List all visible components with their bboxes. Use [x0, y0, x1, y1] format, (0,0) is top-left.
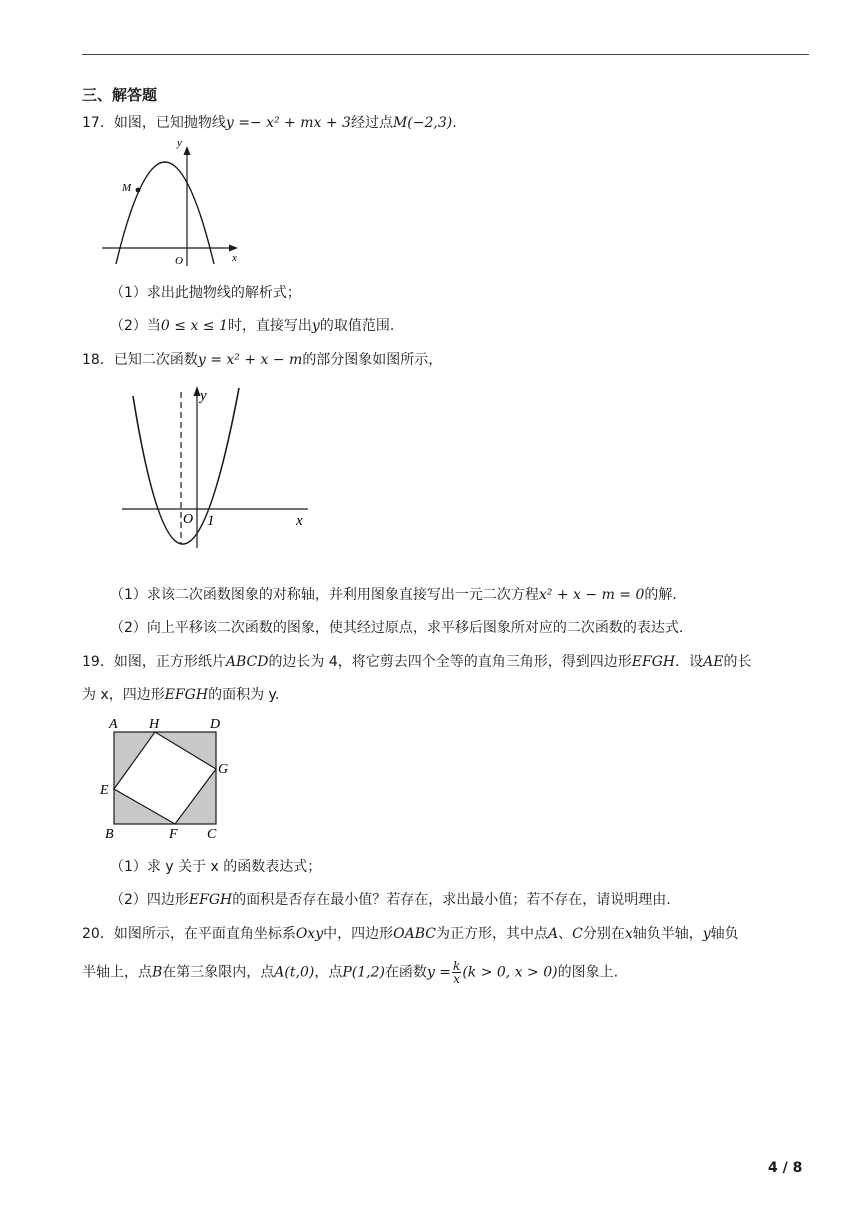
q17-fig-origin-label: O — [175, 255, 183, 267]
q19-ae: AE — [703, 654, 724, 670]
q18-fig-origin-label: O — [183, 512, 194, 527]
q20-line1-text-f: 轴负半轴， — [632, 926, 703, 942]
q19-fig-label-b: B — [105, 827, 114, 842]
q19-sub2-efgh: EFGH — [188, 892, 233, 908]
q18-sub1-text-a: （1）求该二次函数图象的对称轴，并利用图象直接写出一元二次方程 — [110, 587, 539, 603]
q17-stem-text-b: 经过点 — [350, 115, 393, 131]
q18-fig-one-label: 1 — [207, 513, 215, 529]
q19-line2-text-b: 的面积为 y. — [208, 687, 280, 703]
q20-x: x — [624, 926, 633, 942]
q19-line2-efgh: EFGH — [164, 687, 209, 703]
q20-line1-text-g: 轴负 — [710, 926, 739, 942]
q20-line2 — [82, 960, 618, 985]
q18-parabola-figure — [118, 382, 318, 552]
q19-sub2-text-a: （2）四边形 — [110, 892, 189, 908]
q19-square-figure — [98, 714, 238, 844]
q18-stem-text-b: 的部分图象如图所示， — [302, 352, 443, 368]
q17-y-arrow — [184, 146, 191, 155]
q20-condition: (k > 0, x > 0) — [462, 964, 558, 981]
q19-line1-text-c: ．设 — [675, 654, 704, 670]
q20-y: y — [702, 926, 711, 942]
q18-sub1 — [110, 585, 677, 605]
q20-fraction-numerator: k — [453, 959, 461, 973]
q17-fig-y-label: y — [177, 138, 182, 149]
q18-stem — [82, 350, 442, 370]
q20-line1 — [82, 924, 739, 944]
q17-stem-text-c: . — [452, 115, 457, 131]
q19-efgh: EFGH — [631, 654, 676, 670]
q17-stem — [82, 113, 457, 133]
q19-fig-label-d: D — [210, 717, 221, 732]
q20-function-y: y = — [426, 964, 452, 981]
page-number: 4 / 8 — [768, 1160, 803, 1176]
q19-line2-text-a: 为 x，四边形 — [82, 687, 165, 703]
q20-point-b: B — [152, 964, 163, 981]
q19-sub2 — [110, 890, 671, 910]
q18-fig-y-label: y — [200, 388, 207, 404]
q19-sub1: （1）求 y 关于 x 的函数表达式； — [110, 859, 322, 875]
q18-sub1-equation: x² + x − m = 0 — [538, 587, 645, 603]
q19-fig-label-a: A — [109, 717, 118, 732]
q17-parabola-curve — [116, 162, 214, 264]
q18-sub1-text-b: 的解. — [644, 587, 677, 603]
section-title: 三、解答题 — [82, 86, 158, 104]
q17-fig-m-label: M — [122, 182, 132, 194]
q19-line1-text-a: 19．如图，正方形纸片 — [82, 654, 226, 670]
q20-line1-text-d: 、 — [558, 926, 573, 942]
q17-sub1: （1）求出此抛物线的解析式； — [110, 285, 301, 301]
q19-line2 — [82, 685, 279, 705]
q20-fraction — [452, 960, 461, 985]
q20-point-p-coord: P(1,2) — [342, 964, 385, 981]
q20-oxy: Oxy — [295, 926, 324, 942]
q17-sub2-text-b: 时，直接写出 — [227, 318, 312, 334]
q20-line1-text-b: 中，四边形 — [323, 926, 394, 942]
q20-line1-text-e: 分别在 — [582, 926, 625, 942]
q17-sub2-text-c: 的取值范围. — [319, 318, 395, 334]
q18-fig-x-label: x — [296, 513, 303, 529]
q19-fig-label-f: F — [169, 827, 178, 842]
q19-fig-label-h: H — [149, 717, 160, 732]
q18-equation: y = x² + x − m — [197, 352, 303, 368]
q18-sub2: （2）向上平移该二次函数的图象，使其经过原点，求平移后图象所对应的二次函数的表达式. — [110, 620, 684, 636]
q20-line2-text-c: ，点 — [314, 964, 343, 981]
header-rule — [82, 54, 809, 55]
q20-line1-text-c: 为正方形，其中点 — [435, 926, 548, 942]
q17-stem-text-a: 17．如图，已知抛物线 — [82, 115, 226, 131]
q17-equation: y =− x² + mx + 3 — [225, 115, 351, 131]
q19-fig-label-c: C — [207, 827, 217, 842]
q20-fraction-denominator: x — [453, 972, 461, 986]
q20-point-a-coord: A(t,0) — [274, 964, 315, 981]
q17-parabola-figure — [98, 138, 248, 270]
q19-fig-label-g: G — [218, 762, 229, 777]
q19-fig-label-e: E — [100, 783, 109, 798]
q20-line2-text-a: 半轴上，点 — [82, 964, 152, 981]
q17-sub2-y: y — [311, 318, 320, 334]
q19-line1-text-b: 的边长为 4，将它剪去四个全等的直角三角形，得到四边形 — [268, 654, 632, 670]
q17-point-m-dot — [136, 188, 141, 193]
q20-point-c: C — [572, 926, 583, 942]
q17-x-arrow — [229, 245, 238, 252]
q17-sub2-range: 0 ≤ x ≤ 1 — [160, 318, 228, 334]
q20-point-a: A — [547, 926, 559, 942]
q20-line2-text-d: 在函数 — [384, 964, 427, 981]
q17-sub2 — [110, 316, 394, 336]
q19-sub2-text-b: 的面积是否存在最小值？若存在，求出最小值；若不存在，请说明理由. — [232, 892, 671, 908]
q20-line1-text-a: 20．如图所示，在平面直角坐标系 — [82, 926, 296, 942]
q17-fig-x-label: x — [232, 252, 237, 264]
q20-line2-text-e: 的图象上. — [557, 964, 619, 981]
q19-line1 — [82, 652, 751, 672]
q17-sub2-text-a: （2）当 — [110, 318, 161, 334]
q18-stem-text-a: 18．已知二次函数 — [82, 352, 198, 368]
q20-oabc: OABC — [393, 926, 436, 942]
q17-point-m: M(−2,3) — [392, 115, 453, 131]
q19-abcd: ABCD — [225, 654, 269, 670]
q20-line2-text-b: 在第三象限内，点 — [162, 964, 275, 981]
q19-line1-text-d: 的长 — [723, 654, 752, 670]
